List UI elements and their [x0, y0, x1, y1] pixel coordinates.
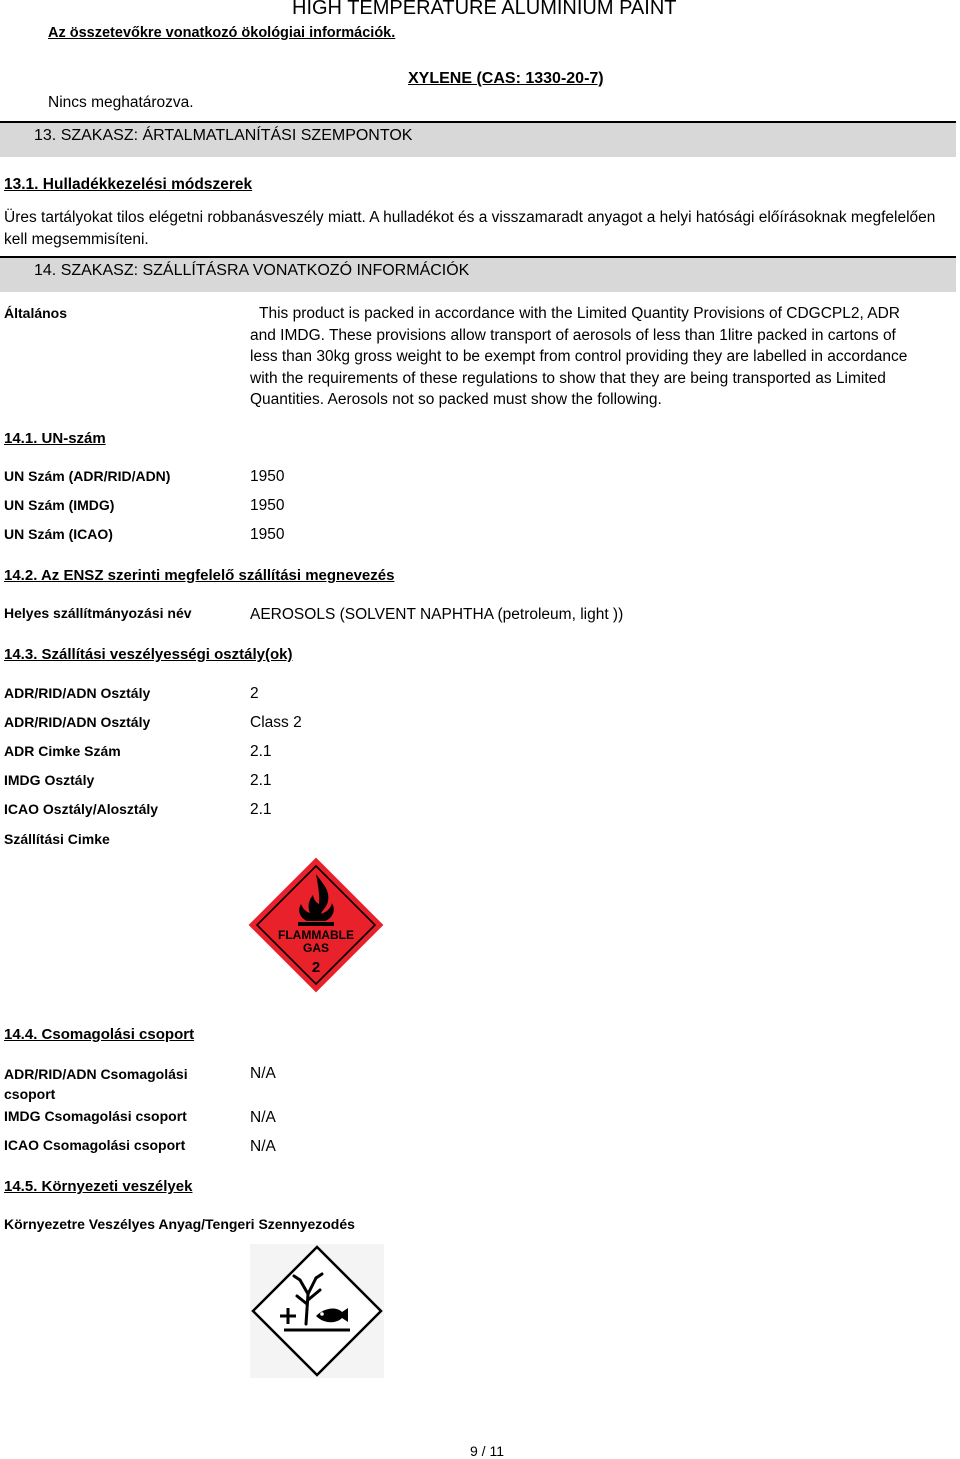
class-row-label: ICAO Osztály/Alosztály	[4, 801, 159, 817]
class-row-value: 2.1	[250, 743, 272, 760]
flammable-gas-pictogram	[248, 857, 384, 993]
general-text: This product is packed in accordance with the Limited Quantity Provisions of CDGCPL2, ADR and IMDG. These provisions allow transport of aerosols of less than 1litre packed in cartons of less than 30kg gross weight to be exempt from control providing they are labelled in accordance with the requirements of these regulations to show that they are being transported as Limited Quantities. Aerosols not so packed must show the following.	[250, 305, 908, 408]
un-number-heading: 14.1. UN-szám	[4, 430, 106, 447]
un-row-label: UN Szám (ICAO)	[4, 526, 113, 542]
section-13-text: Üres tartályokat tilos elégetni robbanásveszély miatt. A hulladékot és a visszamaradt anyagot a helyi hatósági előírásoknak megfelelően kell megsemmisíteni.	[4, 209, 936, 248]
class-row-value: 2.1	[250, 772, 272, 789]
environmental-hazard-pictogram	[250, 1244, 384, 1378]
section-13-title: 13. SZAKASZ: ÁRTALMATLANÍTÁSI SZEMPONTOK	[34, 127, 413, 144]
pictogram-text-line2: GAS	[302, 941, 330, 955]
section-13-1-heading: 13.1. Hulladékkezelési módszerek	[4, 176, 253, 193]
shipping-name-heading: 14.2. Az ENSZ szerinti megfelelő szállítási megnevezés	[4, 567, 395, 584]
class-row-label: IMDG Osztály	[4, 772, 95, 788]
section-13-header	[0, 121, 956, 157]
class-row-value: 2.1	[250, 801, 272, 818]
section-14-title: 14. SZAKASZ: SZÁLLÍTÁSRA VONATKOZÓ INFORMÁCIÓK	[34, 262, 470, 279]
class-row-value: 2	[250, 685, 259, 702]
un-row-label: UN Szám (IMDG)	[4, 497, 115, 513]
packing-row-label: ICAO Csomagolási csoport	[4, 1137, 186, 1153]
page-number: 9 / 11	[470, 1443, 504, 1459]
substance-name: XYLENE (CAS: 1330-20-7)	[408, 70, 604, 87]
shipping-name-label: Helyes szállítmányozási név	[4, 605, 192, 621]
pictogram-text-line1: FLAMMABLE	[278, 928, 354, 942]
un-row-value: 1950	[250, 468, 285, 485]
environmental-hazard-label: Környezetre Veszélyes Anyag/Tengeri Szennyezodés	[4, 1216, 355, 1232]
packing-row-value: N/A	[250, 1065, 276, 1082]
transport-class-heading: 14.3. Szállítási veszélyességi osztály(ok)	[4, 646, 293, 663]
general-label: Általános	[4, 305, 68, 321]
class-row-label: ADR/RID/ADN Osztály	[4, 714, 151, 730]
packing-row-value: N/A	[250, 1138, 276, 1155]
class-row-value: Class 2	[250, 714, 302, 731]
shipping-name-value: AEROSOLS (SOLVENT NAPHTHA (petroleum, light ))	[250, 606, 624, 623]
section-14-header	[0, 256, 956, 292]
un-row-label: UN Szám (ADR/RID/ADN)	[4, 468, 171, 484]
packing-group-heading: 14.4. Csomagolási csoport	[4, 1026, 195, 1043]
eco-info-link[interactable]: Az összetevőkre vonatkozó ökológiai információk.	[48, 25, 396, 41]
environmental-hazards-heading: 14.5. Környezeti veszélyek	[4, 1178, 193, 1195]
packing-row-value: N/A	[250, 1109, 276, 1126]
packing-row-label: IMDG Csomagolási csoport	[4, 1108, 187, 1124]
not-determined-text: Nincs meghatározva.	[48, 94, 194, 111]
transport-label-title: Szállítási Cimke	[4, 831, 110, 847]
class-row-label: ADR/RID/ADN Osztály	[4, 685, 151, 701]
un-row-value: 1950	[250, 526, 285, 543]
un-row-value: 1950	[250, 497, 285, 514]
product-title: HIGH TEMPERATURE ALUMINIUM PAINT	[292, 0, 677, 19]
class-row-label: ADR Cimke Szám	[4, 743, 121, 759]
packing-row-label: ADR/RID/ADN Csomagolási csoport	[4, 1066, 188, 1102]
pictogram-text-line3: 2	[311, 959, 321, 976]
